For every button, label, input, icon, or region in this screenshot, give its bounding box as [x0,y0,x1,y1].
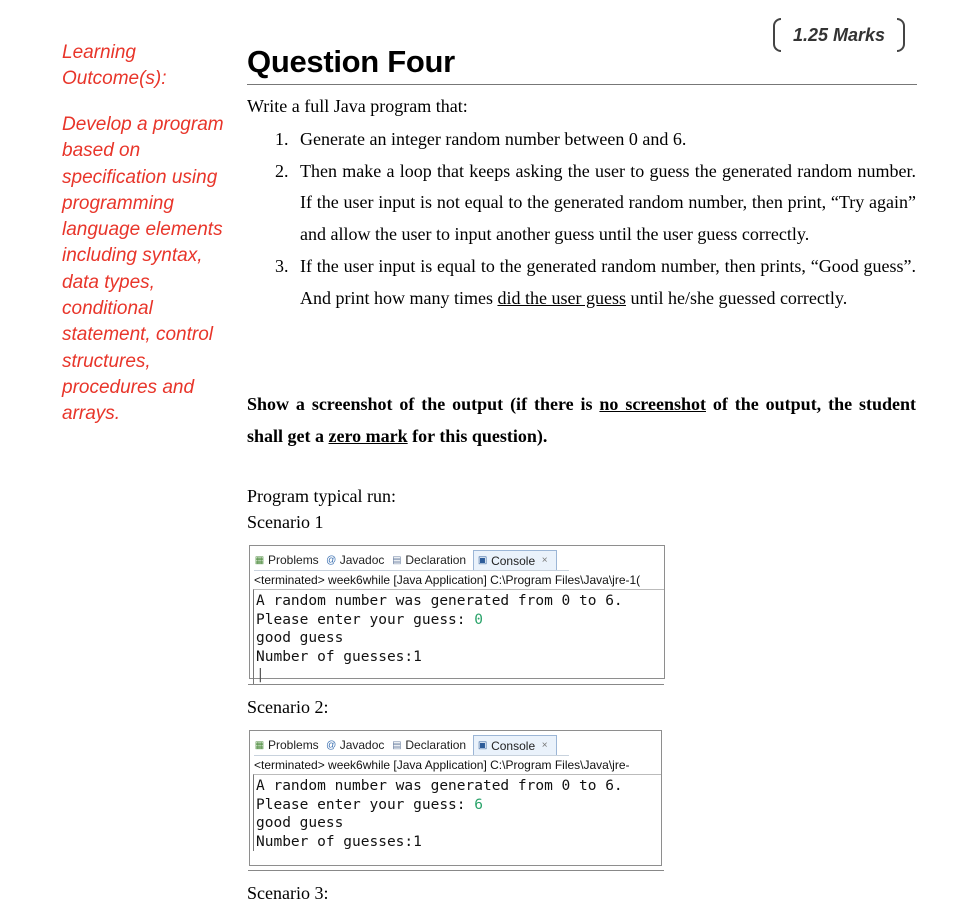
tab-javadoc[interactable]: @ Javadoc [326,738,385,752]
tab-problems[interactable]: ▦ Problems [254,553,319,567]
tab-console[interactable]: ▣ Console × [473,735,557,755]
user-input: 0 [474,611,483,628]
terminated-status: <terminated> week6while [Java Application] C:\Program Files\Java\jre-1( [254,573,641,587]
steps-list [275,124,916,314]
console-icon: ▣ [477,555,488,566]
tab-declaration[interactable]: ▤ Declaration [392,553,467,567]
right-bracket-icon [897,18,905,52]
marks-label: 1.25 Marks [793,24,886,45]
console-screenshot-1 [249,545,665,683]
console-screenshot-2 [249,730,662,866]
view-tabs [254,735,569,756]
user-input: 6 [474,796,483,813]
divider [248,870,664,871]
tab-problems[interactable]: ▦ Problems [254,738,319,752]
list-item: 1. Generate an integer random number between 0 and 6. [275,129,687,149]
declaration-icon: ▤ [392,554,402,566]
javadoc-icon: @ [326,554,337,566]
console-icon: ▣ [477,740,488,751]
javadoc-icon: @ [326,739,337,751]
list-item: 3. If the user input is equal to the generated random number, then prints, “Good guess”. And print how many times did the user guess until he/she guessed correctly. [275,255,916,308]
close-icon[interactable]: × [541,555,548,566]
tab-javadoc[interactable]: @ Javadoc [326,553,385,567]
underlined-phrase: did the user guess [497,287,626,308]
list-item: 2. Then make a loop that keeps asking the user to guess the generated random number. If the user input is not equal to the generated random number, then print, “Try again” and allow the user to input another guess until the user guess correctly. [275,160,916,245]
scenario-3-label: Scenario 3: [247,883,329,903]
typical-run-label: Program typical run: [247,486,396,506]
problems-icon: ▦ [254,554,265,566]
declaration-icon: ▤ [392,739,402,751]
tab-console[interactable]: ▣ Console × [473,550,557,570]
screenshot-instruction: Show a screenshot of the output (if there is no screenshot of the output, the student shall get a zero mark for this question). [247,394,916,446]
close-icon[interactable]: × [541,740,548,751]
marks-badge [773,16,905,54]
question-title: Question Four [247,44,455,79]
scenario-2-label: Scenario 2: [247,697,329,717]
terminated-status: <terminated> week6while [Java Application] C:\Program Files\Java\jre- [254,758,630,772]
console-output: A random number was generated from 0 to 6. Please enter your guess: 0 good guess Number of guesses:1 | [253,589,664,685]
learning-outcome-text: Develop a program based on specification using programming language elements including syntax, data types, conditional statement, control structures, procedures and arrays. [62,114,224,425]
title-divider [247,84,917,85]
view-tabs [254,550,569,571]
intro-text: Write a full Java program that: [247,96,468,116]
divider [248,684,664,685]
problems-icon: ▦ [254,739,265,751]
tab-declaration[interactable]: ▤ Declaration [392,738,467,752]
learning-outcome-heading: Learning Outcome(s): [62,42,167,89]
left-bracket-icon [773,18,781,52]
scenario-1-label: Scenario 1 [247,512,324,532]
console-output: A random number was generated from 0 to 6. Please enter your guess: 6 good guess Number of guesses:1 [253,774,661,851]
